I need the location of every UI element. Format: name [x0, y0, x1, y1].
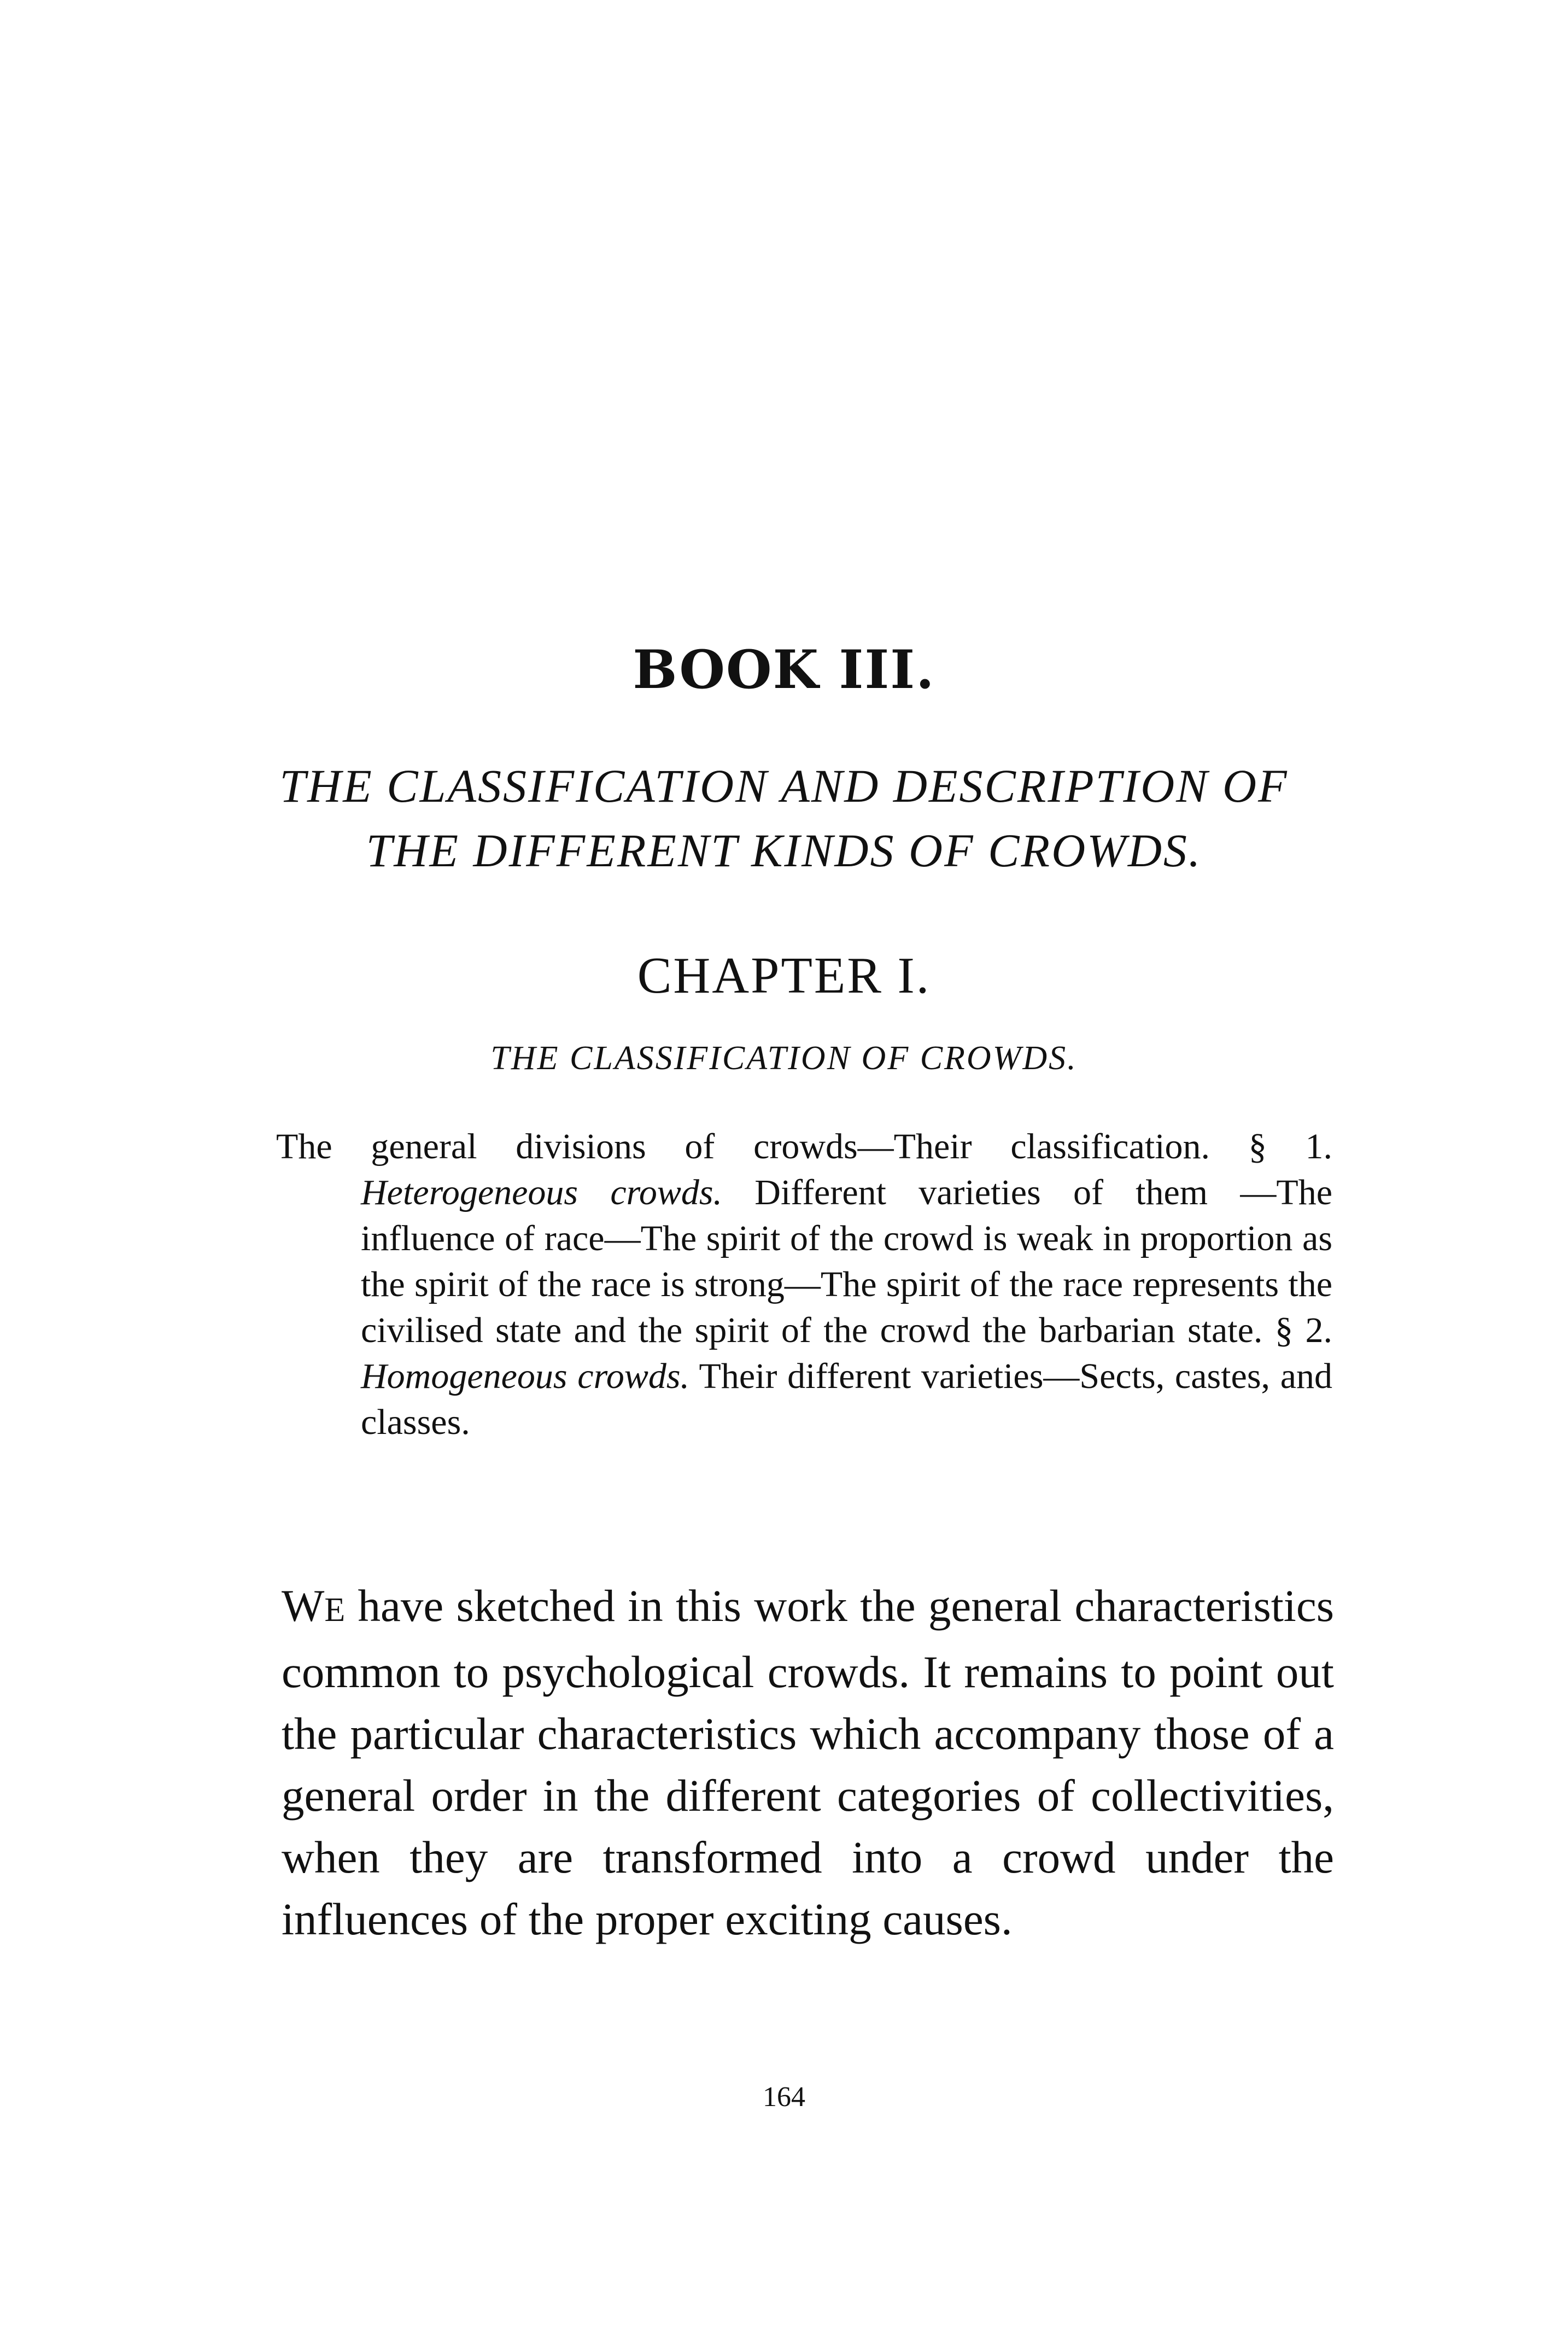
summary-italic-heterogeneous: Heterogeneous crowds.	[361, 1173, 723, 1212]
page-number: 164	[763, 2081, 805, 2113]
chapter-summary	[276, 1124, 1332, 1445]
book-title: BOOK III.	[633, 639, 935, 701]
chapter-summary-text	[276, 1124, 1332, 1445]
body-paragraph	[282, 1575, 1334, 1950]
book-subtitle	[0, 754, 1568, 883]
summary-italic-homogeneous: Homogeneous crowds.	[361, 1356, 690, 1396]
chapter-title: CHAPTER I.	[637, 947, 931, 1004]
book-subtitle-line-2: THE DIFFERENT KINDS OF CROWDS.	[366, 824, 1202, 877]
chapter-subtitle: THE CLASSIFICATION OF CROWDS.	[490, 1040, 1078, 1077]
body-paragraph-text: have sketched in this work the general characteristics common to psychological crowds. It remains to point out the particular characteristics which accompany those of a general order in the different categories of collectivities, when they are transformed into a crowd under the influences of the proper exciting causes.	[282, 1580, 1334, 1944]
book-subtitle-line-1: THE CLASSIFICATION AND DESCRIPTION OF	[279, 760, 1289, 812]
summary-part-1: The general divisions of crowds—Their classification. § 1.	[276, 1127, 1332, 1166]
body-initial-letter: W	[282, 1580, 325, 1631]
body-initial-small-caps: E	[324, 1591, 346, 1629]
summary-part-2: Different varieties of them —The influence of race—The spirit of the crowd is weak in proportion as the spirit of the race is strong—The spirit of the race represents the civilised state and the spirit of the crowd the barbarian state. § 2.	[361, 1173, 1332, 1350]
summary-part-3: Their different varieties—Sects, castes, and classes.	[361, 1356, 1332, 1442]
